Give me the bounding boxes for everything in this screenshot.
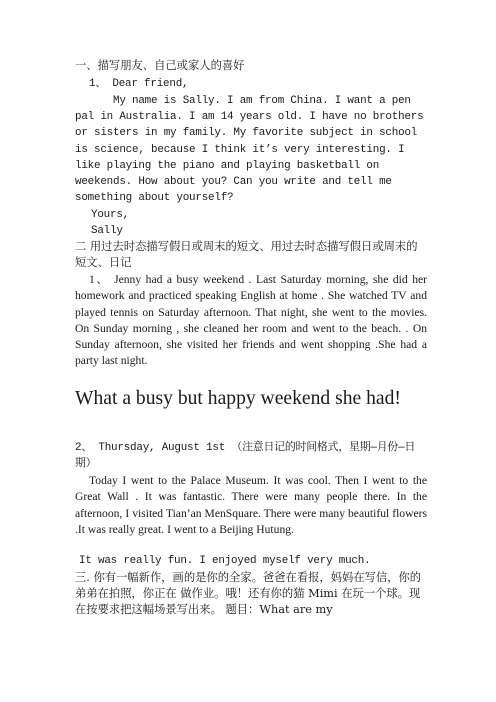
section2-big-sentence: What a busy but happy weekend she had! <box>75 388 401 409</box>
section2-item2-text: Today I went to the Palace Museum. It was cool. Then I went to the Great Wall . It was fantastic. There were many people there. In the afternoon, I visited Tian’an MenSquare. There were many beautiful flowers .It was really great. I went to a Beijing Hutung. <box>75 474 427 536</box>
section1-signature: Sally <box>91 225 123 237</box>
section2-heading: 二 用过去时态描写假日或周末的短文、用过去时态描写假日或周末的短文、日记 <box>75 240 418 270</box>
section2-item2-last: It was really fun. I enjoyed myself very much. <box>79 555 371 567</box>
section3-text: 三. 你有一幅新作，画的是你的全家。爸爸在看报，妈妈在写信，你的弟弟在拍照，你正在 做作业。哦！还有你的猫 Mimi 在玩一个球。现在按要求把这幅场景写出来。 题目：What are my <box>75 571 422 617</box>
section1-closing: Yours, <box>91 209 130 221</box>
section1-letter-body: My name is Sally. I am from China. I want a pen pal in Australia. I am 14 years old. I have no brothers or sisters in my family. My favorite subject in school is science, because I think it’s very interesting. I like playing the piano and playing basketball on weekends. How about you? Can you write and tell me something about yourself? <box>75 95 424 205</box>
section2-item2-date: 2、 Thursday, August 1st （注意日记的时间格式，星期—月份—日期） <box>75 442 416 471</box>
section2-item1-text: 1、 Jenny had a busy weekend . Last Saturday morning, she did her homework and practiced speaking English at home . She watched TV and played tennis on Saturday afternoon. That night, she went to the movies. On Sunday morning , she cleaned her room and went to the beach. . On Sunday afternoon, she visited her friends and went shopping .She had a party last night. <box>75 273 427 368</box>
section1-item-label: 1、 Dear friend, <box>89 78 189 90</box>
section1-heading: 一、描写朋友、自己或家人的喜好 <box>75 59 245 72</box>
